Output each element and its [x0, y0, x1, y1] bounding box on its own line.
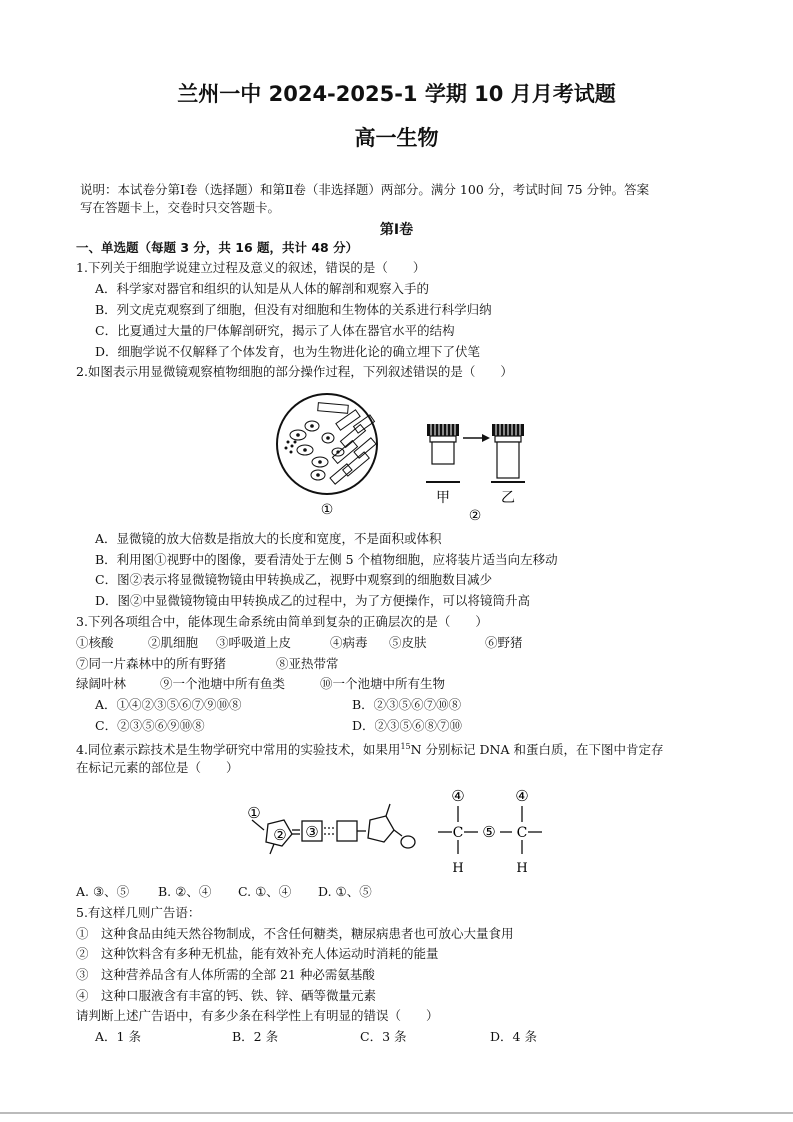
q4-option-d: D. ①、⑤	[318, 884, 372, 899]
q4-isotope-mass: 15	[400, 742, 411, 751]
q5-option-a: A．1 条	[95, 1029, 141, 1044]
pep-carbon-left: C	[452, 825, 464, 841]
q5-option-d: D．4 条	[490, 1029, 537, 1044]
q3-item-9: ⑨一个池塘中所有鱼类	[160, 676, 286, 691]
q3-item-8: ⑧亚热带常	[276, 656, 339, 671]
objective-yi	[492, 424, 524, 478]
q1-stem: 1.下列关于细胞学说建立过程及意义的叙述，错误的是（ ）	[76, 260, 426, 275]
q4-stem-pre: 4.同位素示踪技术是生物学研究中常用的实验技术，如果用	[76, 742, 401, 758]
q2-option-b: B．利用图①视野中的图像，要看清处于左侧 5 个植物细胞，应将装片适当向左移动	[95, 552, 558, 567]
q3-option-a: A．①④②③⑤⑥⑦⑨⑩⑧	[95, 697, 242, 712]
q1-option-a: A．科学家对器官和组织的认知是从人体的解剖和观察入手的	[95, 281, 430, 296]
q3-item-10: ⑩一个池塘中所有生物	[320, 676, 446, 691]
pep-hydrogen-right: H	[516, 861, 528, 876]
q4-option-c: C. ①、④	[238, 884, 292, 899]
exam-title: 兰州一中 2024-2025-1 学期 10 月月考试题	[177, 82, 616, 106]
nuc-label-2: ②	[273, 826, 287, 844]
q3-item-1: ①核酸	[76, 635, 114, 650]
q5-item-1: ① 这种食品由纯天然谷物制成，不含任何糖类，糖尿病患者也可放心大量食用	[76, 926, 514, 941]
q3-item-2: ②肌细胞	[148, 635, 199, 650]
nuc-label-1: ①	[247, 804, 261, 822]
fig-label-1: ①	[320, 502, 334, 518]
q5-stem: 5.有这样几则广告语：	[76, 905, 201, 920]
round-cells	[290, 421, 344, 480]
pep-hydrogen-left: H	[452, 861, 464, 876]
q3-item-5: ⑤皮肤	[389, 635, 427, 650]
q2-microscope-figure	[270, 390, 550, 525]
q1-option-c: C．比夏通过大量的尸体解剖研究，揭示了人体在器官水平的结构	[95, 323, 455, 338]
q5-ask: 请判断上述广告语中，有多少条在科学性上有明显的错误（ ）	[76, 1008, 439, 1023]
q4-option-b: B. ②、④	[158, 884, 212, 899]
q3-option-b: B．②③⑤⑥⑦⑩⑧	[352, 697, 462, 712]
q3-item-6: ⑥野猪	[485, 635, 523, 650]
q3-item-8-cont: 绿阔叶林	[76, 676, 127, 691]
q4-stem	[76, 739, 663, 758]
q5-item-3: ③ 这种营养品含有人体所需的全部 21 种必需氨基酸	[76, 967, 375, 982]
q2-option-c: C．图②表示将显微镜物镜由甲转换成乙，视野中观察到的细胞数目减少	[95, 572, 493, 587]
q5-option-b: B．2 条	[232, 1029, 279, 1044]
q4-stem-post: N 分别标记 DNA 和蛋白质，在下图中肯定存	[410, 742, 664, 758]
pep-label-5: ⑤	[482, 823, 496, 841]
exam-subject: 高一生物	[354, 126, 439, 150]
pep-label-4-left: ④	[451, 787, 465, 805]
q5-item-2: ② 这种饮料含有多种无机盐，能有效补充人体运动时消耗的能量	[76, 946, 439, 961]
q2-option-a: A．显微镜的放大倍数是指放大的长度和宽度，不是面积或体积	[95, 531, 442, 546]
section-title: 第Ⅰ卷	[379, 222, 414, 238]
q2-option-d: D．图②中显微镜物镜由甲转换成乙的过程中，为了方便操作，可以将镜筒升高	[95, 593, 531, 608]
q3-item-4: ④病毒	[330, 635, 368, 650]
pep-carbon-right: C	[516, 825, 528, 841]
fig-label-2: ②	[468, 508, 482, 524]
q5-option-c: C．3 条	[360, 1029, 407, 1044]
instructions-line-1: 说明：本试卷分第Ⅰ卷（选择题）和第Ⅱ卷（非选择题）两部分。满分 100 分，考试时间 75 分钟。答案	[80, 182, 650, 197]
q4-option-a: A. ③、⑤	[76, 884, 130, 899]
q3-item-3: ③呼吸道上皮	[216, 635, 292, 650]
q3-option-d: D．②③⑤⑥⑧⑦⑩	[352, 718, 463, 733]
fig-label-yi: 乙	[501, 490, 515, 506]
q3-item-7: ⑦同一片森林中的所有野猪	[76, 656, 227, 671]
instructions-line-2: 写在答题卡上，交卷时只交答题卡。	[80, 200, 281, 215]
q1-option-b: B．列文虎克观察到了细胞，但没有对细胞和生物体的关系进行科学归纳	[95, 302, 492, 317]
q4-stem-line-2: 在标记元素的部位是（ ）	[76, 760, 239, 775]
q1-option-d: D．细胞学说不仅解释了个体发育，也为生物进化论的确立埋下了伏笔	[95, 344, 481, 359]
q3-option-c: C．②③⑤⑥⑨⑩⑧	[95, 718, 205, 733]
nuc-label-3: ③	[305, 823, 319, 841]
objective-jia	[427, 424, 459, 464]
q5-item-4: ④ 这种口服液含有丰富的钙、铁、锌、硒等微量元素	[76, 988, 377, 1003]
q2-stem: 2.如图表示用显微镜观察植物细胞的部分操作过程，下列叙述错误的是（ ）	[76, 364, 513, 379]
page-bottom-rule	[0, 1112, 793, 1114]
q3-stem: 3.下列各项组合中，能体现生命系统由简单到复杂的正确层次的是（ ）	[76, 614, 488, 629]
small-dots	[285, 441, 297, 454]
cell-nuclei	[296, 424, 339, 477]
q4-molecule-figure	[240, 784, 570, 876]
part-heading: 一、单选题（每题 3 分，共 16 题，共计 48 分）	[76, 240, 359, 255]
pep-label-4-right: ④	[515, 787, 529, 805]
arrow-icon	[463, 434, 490, 442]
field-of-view-circle	[277, 394, 377, 494]
fig-label-jia: 甲	[436, 490, 450, 506]
